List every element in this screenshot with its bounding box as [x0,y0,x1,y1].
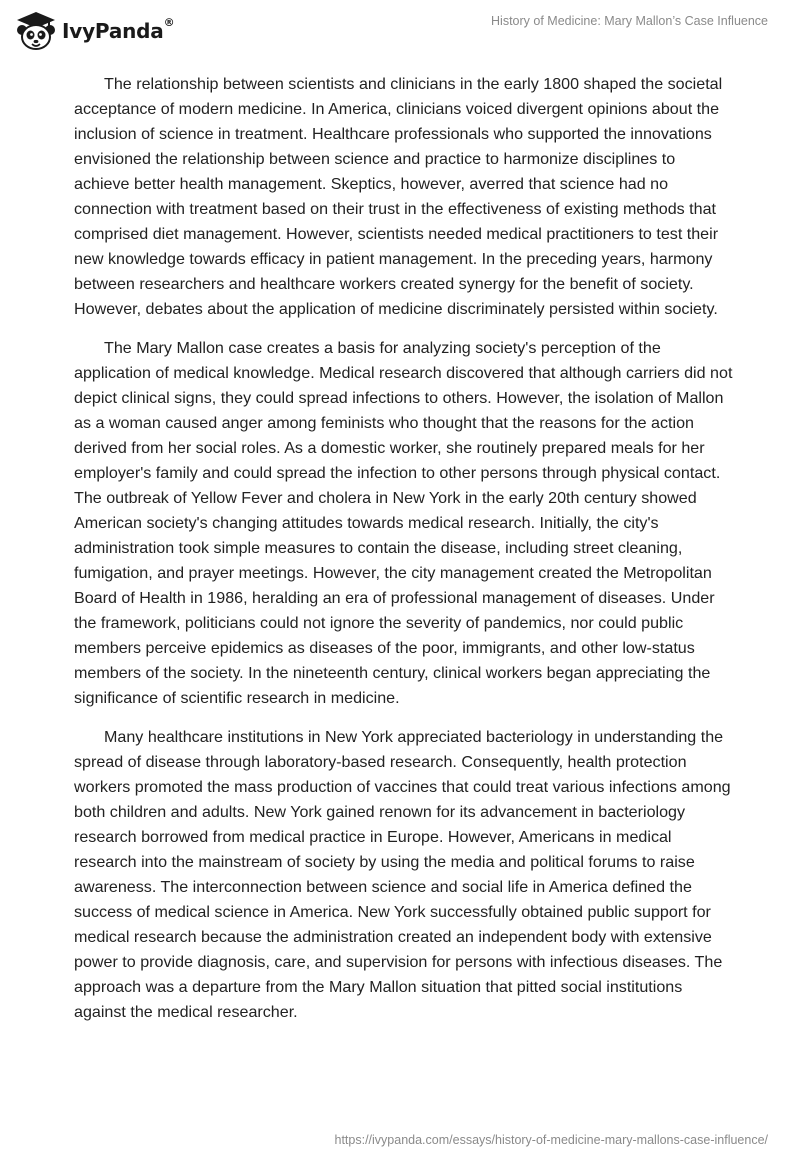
registered-mark: ® [163,16,175,29]
document-title: History of Medicine: Mary Mallon’s Case Influence [491,14,768,28]
essay-paragraph: Many healthcare institutions in New York appreciated bacteriology in understanding the spread of disease through laboratory-based research. Consequently, health protection workers promoted the mass production of vaccines that could treat various infections among both children and adults. New York gained renown for its advancement in bacteriology research borrowed from medical practice in Europe. However, Americans in medical research into the mainstream of society by using the media and political forums to raise awareness. The interconnection between science and social life in America defined the success of medical science in America. New York successfully obtained public support for medical research because the administration created an independent body with extensive power to provide diagnosis, care, and supervision for persons with infectious diseases. The approach was a departure from the Mary Mallon situation that pitted social institutions against the medical researcher. [74,728,731,1021]
source-url[interactable]: https://ivypanda.com/essays/history-of-medicine-mary-mallons-case-influence/ [334,1133,768,1147]
essay-paragraph: The Mary Mallon case creates a basis for analyzing society's perception of the application of medical knowledge. Medical research discovered that although carriers did not depict clinical signs, they could spread infections to others. However, the isolation of Mallon as a woman caused anger among feminists who thought that the reasons for the action derived from her social roles. As a domestic worker, she routinely prepared meals for her employer's family and could spread the infection to other persons through physical contact. The outbreak of Yellow Fever and cholera in New York in the early 20th century showed American society's changing attitudes towards medical research. Initially, the city's administration took simple measures to contain the disease, including street cleaning, fumigation, and prayer meetings. However, the city management created the Metropolitan Board of Health in 1986, heralding an era of professional management of diseases. Under the framework, politicians could not ignore the severity of pandemics, nor could public members perceive epidemics as diseases of the poor, immigrants, and other low-status members of the society. In the nineteenth century, clinical workers began appreciating the significance of scientific research in medicine. [74,339,733,707]
essay-body [74,72,734,1039]
page-header [0,0,800,60]
brand-name: IvyPanda® [62,16,175,43]
brand-logo[interactable] [14,10,174,52]
panda-graduate-icon [14,10,58,52]
essay-paragraph: The relationship between scientists and clinicians in the early 1800 shaped the societal acceptance of modern medicine. In America, clinicians voiced divergent opinions about the inclusion of science in treatment. Healthcare professionals who supported the innovations envisioned the relationship between science and practice to harmonize disciplines to achieve better health management. Skeptics, however, averred that science had no connection with treatment based on their trust in the effectiveness of existing methods that comprised diet management. However, scientists needed medical practitioners to test their new knowledge towards efficacy in patient management. In the preceding years, harmony between researchers and healthcare workers created synergy for the benefit of society. However, debates about the application of medicine discriminately persisted within society. [74,75,723,318]
